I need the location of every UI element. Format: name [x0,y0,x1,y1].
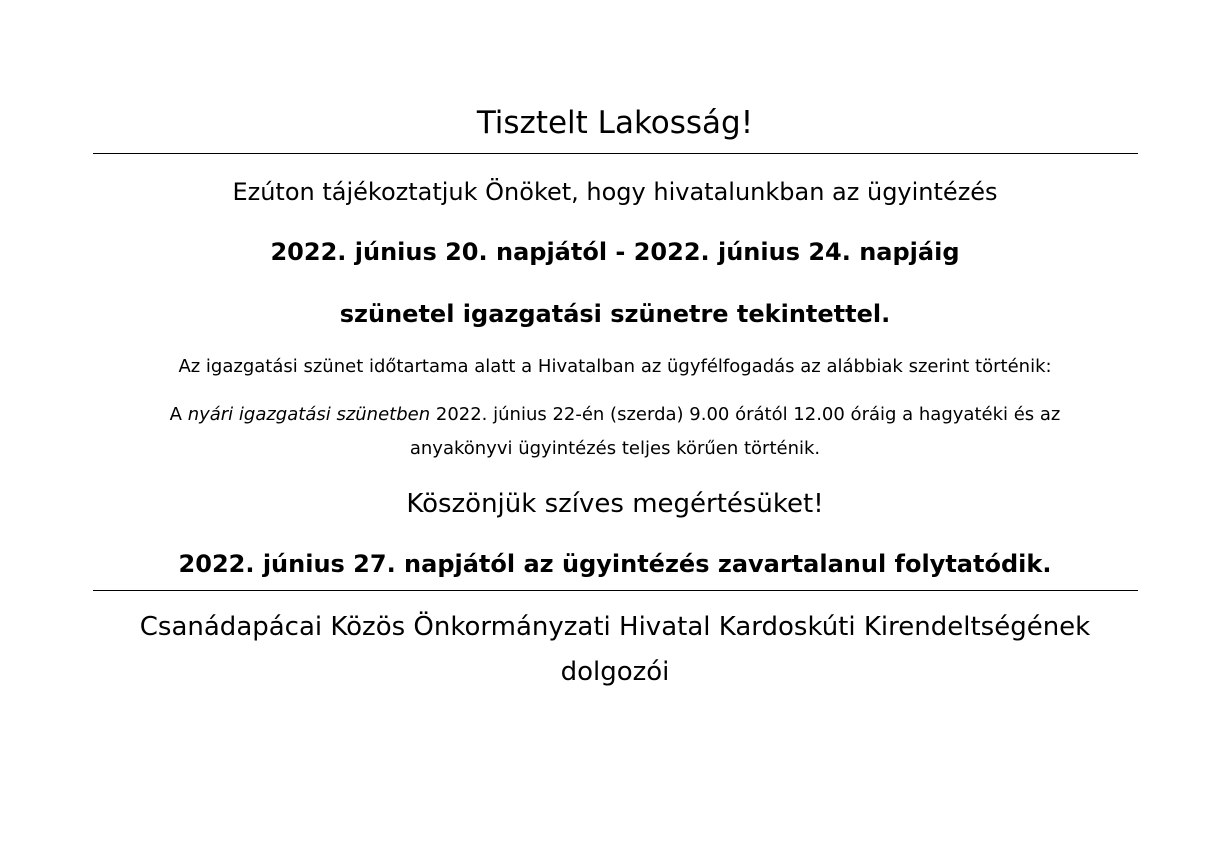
closure-reason: szünetel igazgatási szünetre tekintettel. [339,300,891,328]
closure-period: 2022. június 20. napjától - 2022. június 24. napjáig [270,238,960,266]
resume-message: 2022. június 27. napjától az ügyintézés zavartalanul folytatódik. [178,550,1052,578]
notice-intro: Ezúton tájékoztatjuk Önöket, hogy hivatalunkban az ügyintézés [232,178,998,206]
top-divider [93,153,1138,154]
summer-details: 2022. június 22-én (szerda) 9.00 órától 12.00 óráig a hagyatéki és az [435,404,1061,425]
summer-prefix: A [169,404,182,425]
reception-intro: Az igazgatási szünet időtartama alatt a Hivatalban az ügyfélfogadás az alábbiak szerint történik: [178,356,1052,377]
bottom-divider [93,590,1138,591]
summer-reception-line2: anyakönyvi ügyintézés teljes körűen történik. [409,438,821,459]
signature-line2: dolgozói [560,657,670,687]
signature-line1: Csanádapácai Közös Önkormányzati Hivatal Kardoskúti Kirendeltségének [139,612,1091,642]
notice-greeting: Tisztelt Lakosság! [476,105,754,141]
summer-reception-line1 [0,401,1230,429]
summer-italic-term: nyári igazgatási szünetben [187,404,431,425]
thanks-message: Köszönjük szíves megértésüket! [406,489,824,519]
